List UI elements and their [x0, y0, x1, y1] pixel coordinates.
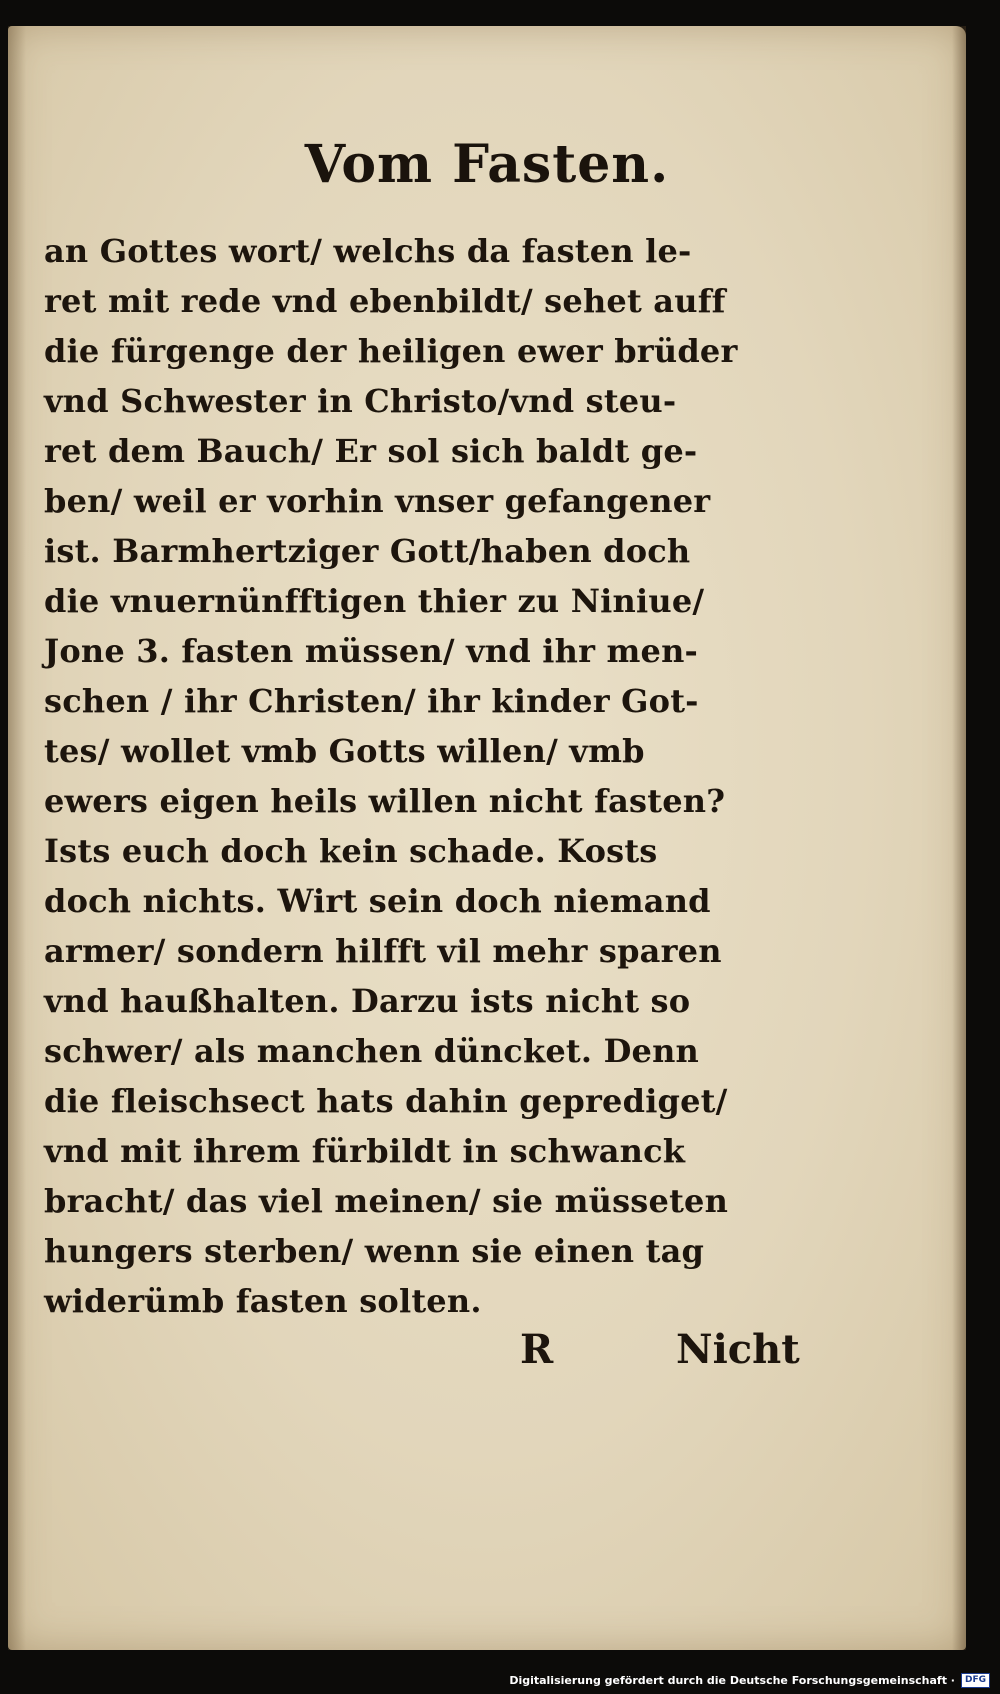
book-page	[8, 26, 966, 1650]
text-line: an Gottes wort/ welchs da fasten le-	[44, 232, 692, 270]
text-line: widerümb fasten solten.	[44, 1282, 482, 1320]
text-line: bracht/ das viel meinen/ sie müsseten	[44, 1182, 729, 1220]
text-line: vnd Schwester in Christo/vnd steu-	[44, 382, 677, 420]
text-line: vnd mit ihrem fürbildt in schwanck	[44, 1132, 686, 1170]
dfg-logo: DFG	[961, 1673, 990, 1688]
catchword: Nicht	[676, 1326, 800, 1373]
text-line: Jone 3. fasten müssen/ vnd ihr men-	[44, 632, 699, 670]
text-line: ist. Barmhertziger Gott/haben doch	[44, 532, 691, 570]
funding-credit: Digitalisierung gefördert durch die Deutsche Forschungsgemeinschaft ·	[509, 1673, 955, 1687]
text-line: vnd haußhalten. Darzu ists nicht so	[44, 982, 691, 1020]
text-line: hungers sterben/ wenn sie einen tag	[44, 1232, 705, 1270]
text-line: die fürgenge der heiligen ewer brüder	[44, 332, 738, 370]
text-line: schwer/ als manchen düncket. Denn	[44, 1032, 700, 1070]
text-line: die vnuernünfftigen thier zu Niniue/	[44, 582, 705, 620]
digitization-footer	[509, 1670, 990, 1690]
text-line: ret dem Bauch/ Er sol sich baldt ge-	[44, 432, 698, 470]
text-line: schen / ihr Christen/ ihr kinder Got-	[44, 682, 699, 720]
text-line: doch nichts. Wirt sein doch niemand	[44, 882, 711, 920]
text-line: Ists euch doch kein schade. Kosts	[44, 832, 658, 870]
signature-mark: R	[520, 1326, 554, 1373]
page-gutter-shadow	[8, 26, 26, 1650]
body-text	[44, 226, 824, 1326]
text-line: ret mit rede vnd ebenbildt/ sehet auff	[44, 282, 726, 320]
running-head: Vom Fasten.	[304, 134, 670, 195]
text-line: ben/ weil er vorhin vnser gefangener	[44, 482, 711, 520]
text-line: ewers eigen heils willen nicht fasten?	[44, 782, 726, 820]
text-line: tes/ wollet vmb Gotts willen/ vmb	[44, 732, 645, 770]
page-edge-shadow	[952, 26, 966, 1650]
catchline	[8, 1326, 966, 1386]
text-line: die fleischsect hats dahin geprediget/	[44, 1082, 728, 1120]
text-line: armer/ sondern hilfft vil mehr sparen	[44, 932, 722, 970]
